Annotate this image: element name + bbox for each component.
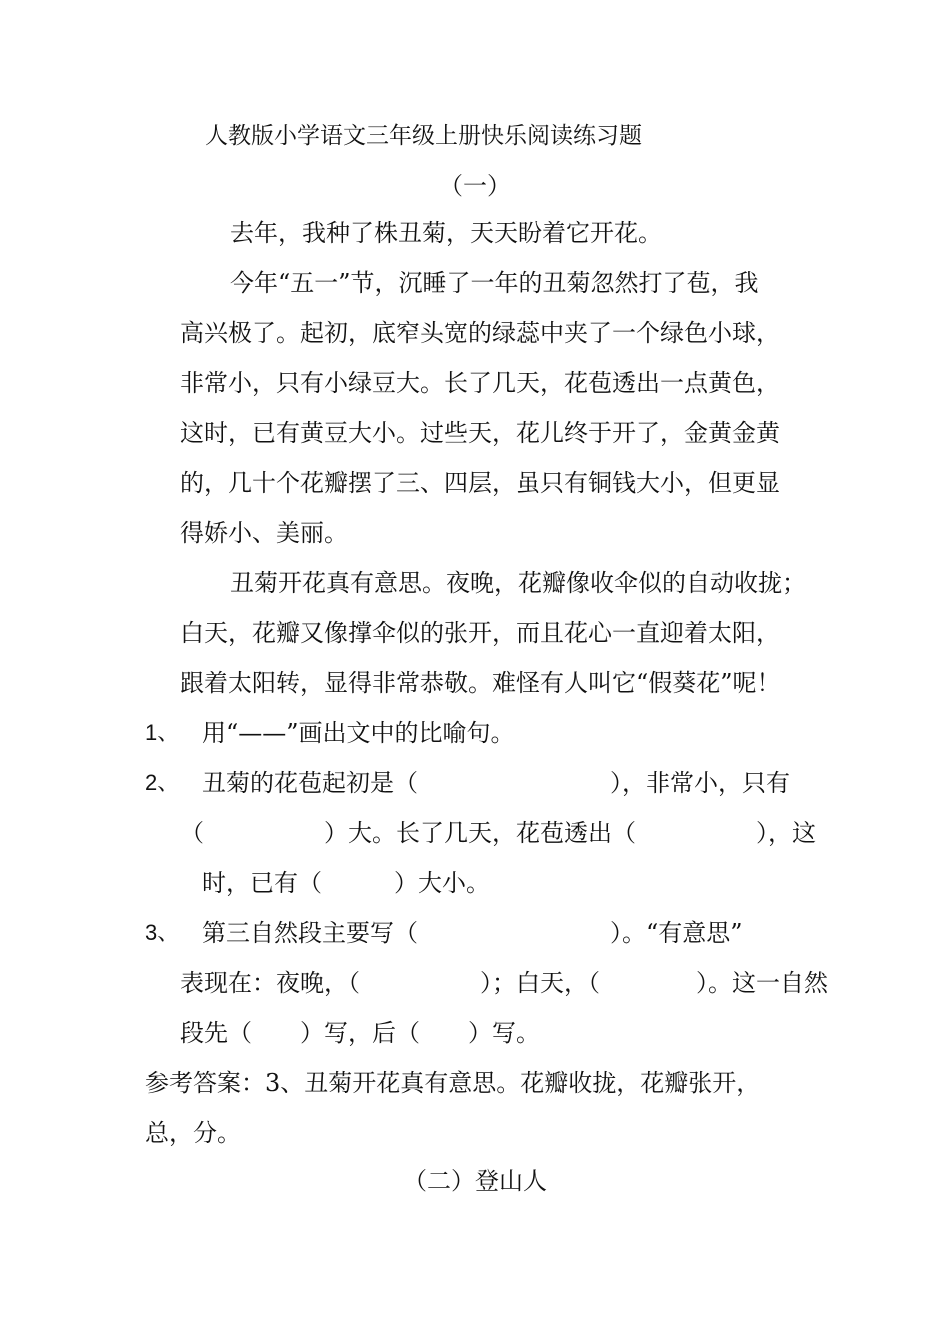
question-3-number: 3、 xyxy=(145,920,180,945)
section-1-heading: （一） xyxy=(439,172,511,200)
document-title: 人教版小学语文三年级上册快乐阅读练习题 xyxy=(205,123,642,149)
question-2-number: 2、 xyxy=(145,770,180,795)
question-2-line: 丑菊的花苞起初是（ ），非常小，只有 xyxy=(202,769,790,797)
paragraph-line: 高兴极了。起初，底窄头宽的绿蕊中夹了一个绿色小球， xyxy=(180,319,780,347)
paragraph-line: 跟着太阳转，显得非常恭敬。难怪有人叫它“假葵花”呢！ xyxy=(180,669,781,697)
question-2-line: 时，已有（ ）大小。 xyxy=(202,869,490,897)
question-3-line: 表现在：夜晚，（ ）；白天，（ ）。这一自然 xyxy=(180,969,828,997)
question-3-line: 段先（ ）写，后（ ）写。 xyxy=(180,1019,540,1047)
question-1-text: 用“——”画出文中的比喻句。 xyxy=(202,719,515,747)
answer-line: 总，分。 xyxy=(145,1119,241,1147)
section-2-heading: （二）登山人 xyxy=(403,1167,547,1195)
paragraph-line: 白天，花瓣又像撑伞似的张开，而且花心一直迎着太阳， xyxy=(180,619,780,647)
paragraph-line: 丑菊开花真有意思。夜晚，花瓣像收伞似的自动收拢； xyxy=(230,569,806,597)
paragraph-line: 得娇小、美丽。 xyxy=(180,519,348,547)
question-3-line: 第三自然段主要写（ ）。“有意思” xyxy=(202,919,743,947)
paragraph-line: 的，几十个花瓣摆了三、四层，虽只有铜钱大小，但更显 xyxy=(180,469,780,497)
paragraph-line: 非常小，只有小绿豆大。长了几天，花苞透出一点黄色， xyxy=(180,369,780,397)
answer-line: 参考答案：3、丑菊开花真有意思。花瓣收拢，花瓣张开， xyxy=(145,1069,761,1097)
paragraph-line: 去年，我种了株丑菊，天天盼着它开花。 xyxy=(230,219,662,247)
paragraph-line: 今年“五一”节，沉睡了一年的丑菊忽然打了苞，我 xyxy=(230,269,759,297)
question-1-number: 1、 xyxy=(145,720,180,745)
question-2-line: （ ）大。长了几天，花苞透出（ ），这 xyxy=(180,819,816,847)
paragraph-line: 这时，已有黄豆大小。过些天，花儿终于开了，金黄金黄 xyxy=(180,419,780,447)
